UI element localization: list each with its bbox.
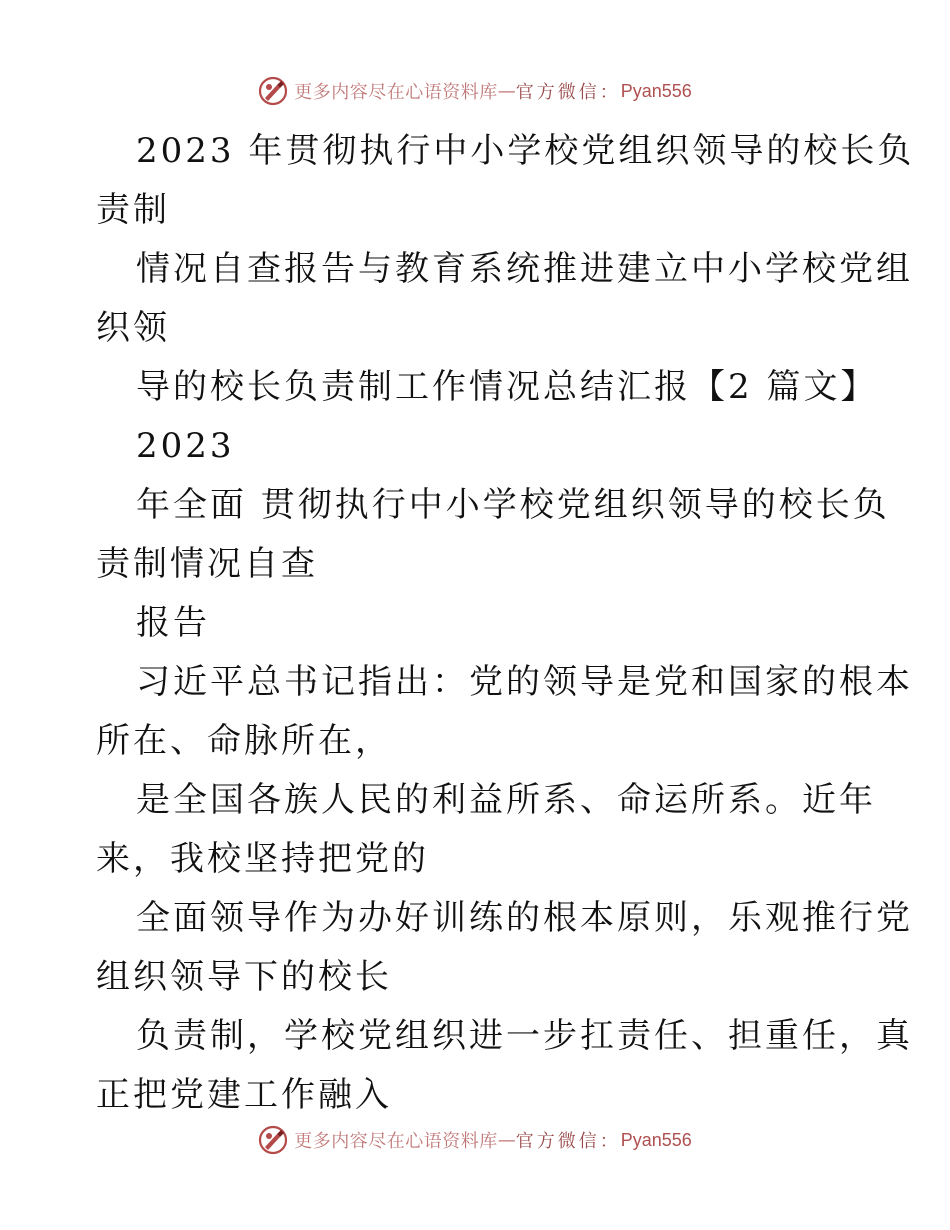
watermark-wechat-id: Pyan556 (620, 80, 692, 101)
title-line-1: 2023 年贯彻执行中小学校党组织领导的校长负 (136, 131, 915, 171)
watermark-wechat-label: 官方微信： (515, 1131, 621, 1152)
paragraph-line: 是全国各族人民的利益所系、命运所系。近年 (136, 780, 876, 820)
pen-logo-icon (258, 76, 288, 106)
paragraph-line: 负责制，学校党组织进一步扛责任、担重任，真 (136, 1016, 913, 1056)
paragraph-line: 来，我校坚持把党的 (96, 839, 429, 879)
title-line-3: 情况自查报告与教育系统推进建立中小学校党组 (136, 249, 913, 289)
footer-watermark (0, 1120, 950, 1160)
paragraph-line: 习近平总书记指出：党的领导是党和国家的根本 (136, 662, 913, 702)
watermark-dash: — (497, 1129, 516, 1151)
watermark-site-text: 更多内容尽在心语资料库 (294, 1131, 498, 1152)
watermark-wechat-label: 官方微信： (515, 82, 621, 103)
paragraph-line: 全面领导作为办好训练的根本原则，乐观推行党 (136, 898, 913, 938)
document-body (96, 122, 915, 1125)
paragraph-line: 正把党建工作融入 (96, 1075, 392, 1115)
paragraph-line: 所在、命脉所在， (96, 721, 392, 761)
subtitle-line-3: 报告 (136, 603, 210, 643)
pen-logo-icon (258, 1125, 288, 1155)
watermark-wechat-id: Pyan556 (620, 1129, 692, 1150)
subtitle-line-1: 年全面 贯彻执行中小学校党组织领导的校长负 (136, 485, 890, 525)
watermark-site-text: 更多内容尽在心语资料库 (294, 82, 498, 103)
header-watermark (0, 71, 950, 111)
title-line-2: 责制 (96, 190, 170, 230)
title-line-5: 导的校长负责制工作情况总结汇报【2 篇文】 (136, 367, 878, 407)
title-line-4: 织领 (96, 308, 170, 348)
subtitle-line-2: 责制情况自查 (96, 544, 318, 584)
subtitle-year: 2023 (136, 426, 235, 466)
watermark-dash: — (497, 80, 516, 102)
paragraph-line: 组织领导下的校长 (96, 957, 392, 997)
